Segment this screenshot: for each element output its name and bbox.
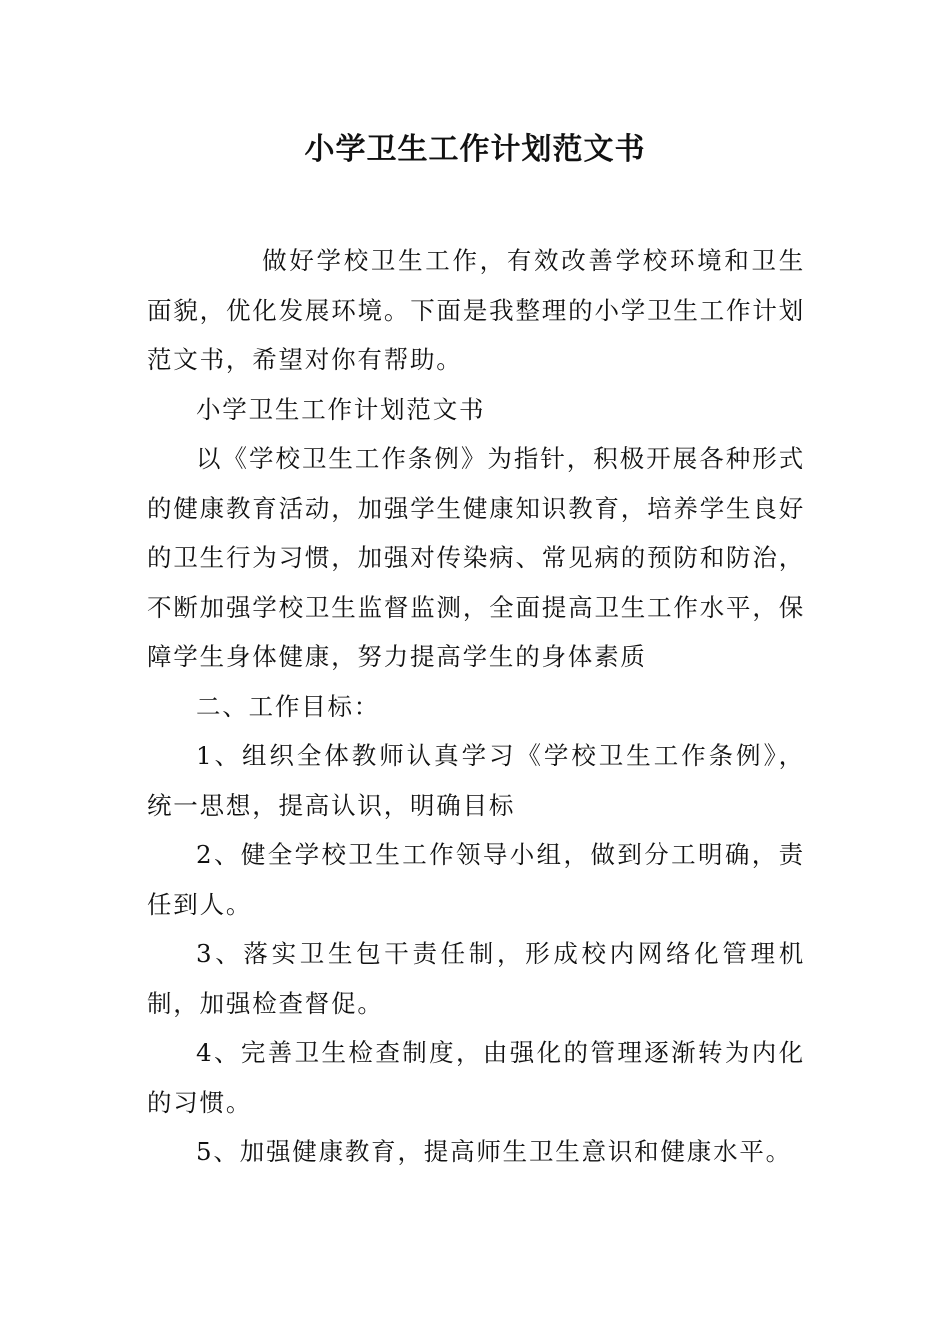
goal-item-5: 5、加强健康教育，提高师生卫生意识和健康水平。 — [196, 1137, 792, 1166]
work-goals-heading: 二、工作目标： — [196, 691, 381, 721]
goal-item-2: 2、健全学校卫生工作领导小组，做到分工明确，责任到人。 — [147, 840, 805, 919]
goal-item-3: 3、落实卫生包干责任制，形成校内网络化管理机制，加强检查督促。 — [147, 939, 805, 1018]
intro-paragraph: 做好学校卫生工作，有效改善学校环境和卫生面貌，优化发展环境。下面是我整理的小学卫生工作计划范文书，希望对你有帮助。 — [147, 246, 805, 374]
goal-item-1: 1、组织全体教师认真学习《学校卫生工作条例》，统一思想，提高认识，明确目标 — [147, 741, 805, 820]
document-body — [147, 236, 805, 1177]
section-heading: 小学卫生工作计划范文书 — [196, 394, 486, 424]
document-title: 小学卫生工作计划范文书 — [304, 132, 646, 167]
guiding-principle-paragraph: 以《学校卫生工作条例》为指针，积极开展各种形式的健康教育活动，加强学生健康知识教育，培养学生良好的卫生行为习惯，加强对传染病、常见病的预防和防治，不断加强学校卫生监督监测，全面提高卫生工作水平，保障学生身体健康，努力提高学生的身体素质 — [147, 444, 805, 671]
goal-item-4: 4、完善卫生检查制度，由强化的管理逐渐转为内化的习惯。 — [147, 1038, 805, 1117]
